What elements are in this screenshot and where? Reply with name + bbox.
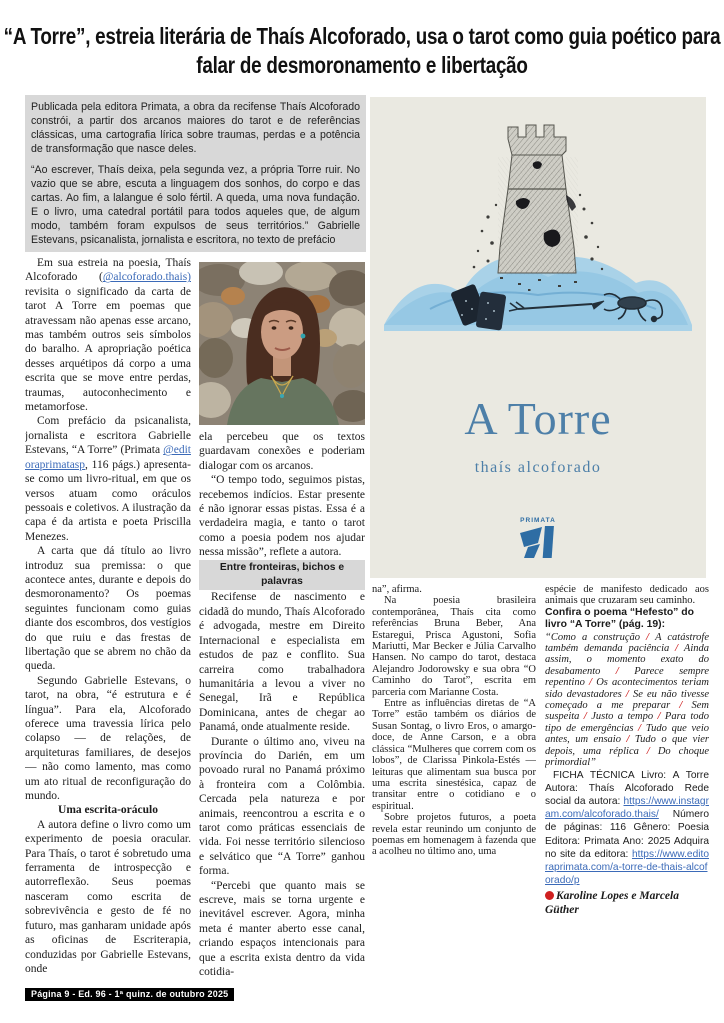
page-footer: Página 9 - Ed. 96 - 1ª quinz. de outubro 2025 (25, 988, 234, 1001)
author-photo-image (199, 262, 365, 425)
paragraph-afirma: na”, afirma. (372, 584, 422, 595)
intro-quote: “Ao escrever, Thaís deixa, pela segunda vez, a própria Torre ruir. No vazio que se abre, escuta a linguagem dos sonhos, do corpo e das cartas. Ao fim, a lalangue é solo fértil. A queda, uma nova fundação. E o livro, uma catedral portátil para todos aqueles que, de algum modo, também foram expulsos de seus territórios.” Gabrielle Estevans, psicanalista, jornalista e escritora, no texto de prefácio (25, 158, 366, 252)
publisher-logo-icon (518, 525, 558, 559)
poem-line-separator: / (653, 711, 665, 723)
poem-hefesto: “Como a construção / A catástrofe também demanda paciência / Ainda assim, o momento exato do desabamento / Parece sempre repentino / Os acontecimentos teriam sido devastadores / Se eu não tivesse começado a me preparar / Sem suspeita / Justo a tempo / Para todo tipo de emergências / Tudo que veio antes, um ensaio / Tudo o que vier depois, uma réplica / Do choque primordial” (545, 631, 709, 769)
book-cover (370, 97, 706, 578)
paragraph-prefacio: Com prefácio da psicanalista, jornalista e escritora Gabrielle Estevans, “A Torre” (Primata @editoraprimatasp, 116 págs.) apresenta-se como um livro-ritual, em que os versos atuam como oráculos pessoais e coletivos. A ilustração da capa é da artista e poeta Priscilla Menezes. (25, 415, 191, 543)
article-byline: Karoline Lopes e Marcela Güther (545, 890, 679, 917)
poem-line-separator: / (633, 722, 646, 734)
article-column-2 (199, 430, 365, 986)
poem-line-separator: / (579, 711, 592, 723)
inline-link[interactable]: @alcoforado.thais) (102, 271, 191, 284)
paragraph-projetos: Sobre projetos futuros, a poeta revela estar reunindo um conjunto de poemas em homenagem à fazenda que a acolheu no último ano, uma (372, 812, 536, 858)
subheading-entre-fronteiras: Entre fronteiras, bichos e palavras (199, 560, 365, 591)
publisher-logo (370, 517, 706, 564)
paragraph-experimento: A autora define o livro como um experimento de poesia oracular. Para Thaís, o tarot é sobretudo uma ferramenta de introspecção e autorreflexão. Seus poemas nasceram como escrita de sobrevivência e gesto de fé no futuro, mas ganharam unidade após as oficinas de Escriterapia, conduzidas por Gabrielle Estevans, onde (25, 818, 191, 975)
paragraph-manifesto: espécie de manifesto dedicado aos animais que cruzaram seu caminho. (545, 584, 709, 607)
subheading-escrita-oraculo: Uma escrita-oráculo (58, 804, 158, 817)
paragraph-estreia: Em sua estreia na poesia, Thaís Alcoforado (@alcoforado.thais) revisita o significado da carta de tarot A Torre em poemas que atravessam não apenas esse arcano, mas também outros seis símbolos do baralho. A apropriação poética desses arquétipos dá corpo a uma escrita que se move entre perdas, traumas, autoconhecimento e metamorfose. (25, 257, 191, 414)
book-cover-author: thaís alcoforado (474, 459, 602, 476)
ficha-tecnica: FICHA TÉCNICA Livro: A Torre Autora: Thaís Alcoforado Rede social da autora: https://www.instagram.com/alcoforado.thais/ Número de páginas: 116 Gênero: Poesia Editora: Primata Ano: 2025 Adquira no site da editora: https://www.editoraprimata.com/a-torre-de-thais-alcoforado/p (545, 769, 709, 887)
paragraph-percebi: “Percebi que quanto mais se escreve, mais se torna urgente e inevitável escrever. Agora, minha meta é manter aberto esse canal, criando espaços intencionais para que a escrita exista dentro da vida cotidia- (199, 879, 365, 979)
paragraph-pistas: “O tempo todo, seguimos pistas, recebemos indícios. Estar presente é não ignorar essas pistas. Essa é a verdadeira magia, e tanto o tarot como a poesia podem nos ajudar nessa missão”, reflete a autora. (199, 474, 365, 559)
publisher-logo-text: PRIMATA (520, 517, 556, 524)
paragraph-recifense: Recifense de nascimento e cidadã do mundo, Thaís Alcoforado é advogada, mestre em Direito Internacional e especialista em estudos de paz e conflito. Sua carreira como trabalhadora humanitária a levou a viver no Senegal, Irã e República Dominicana, antes de chegar ao Panamá, onde atualmente reside. (199, 591, 365, 734)
poem-lead-in: Confira o poema “Hefesto” do livro “A Torre” (pág. 19): (545, 606, 694, 631)
tower-illustration (370, 97, 706, 387)
byline-bullet-icon (545, 891, 554, 900)
paragraph-darien: Durante o último ano, viveu na província do Darién, em um povoado rural no Panamá próximo à fronteira com a Colômbia. Cercada pela natureza e por animais, reencontrou a escrita e o tarot como práticas essenciais de vida. Foi nesse território silencioso e selvático que “A Torre” ganhou forma. (199, 735, 365, 878)
inline-link[interactable]: https://www.instagram.com/alcoforado.thais/ (545, 795, 709, 821)
paragraph-referencias: Na poesia brasileira contemporânea, Thaís cita como referências Bruna Beber, Ana Estaregui, Prisca Agustoni, Sofia Mariutti, Mar Becker e Júlia Carvalho Hansen. No campo do tarot, destaca Alejandro Jodorowsky e sua obra “O Caminho do Tarot”, escrita em parceria com Marianne Costa. (372, 595, 536, 698)
book-cover-title: A Torre (464, 393, 612, 444)
article-column-3 (372, 584, 536, 986)
paragraph-premissa: A carta que dá título ao livro introduz sua premissa: o que acontece antes, durante e depois do desmoronamento? Os poemas seguintes funcionam como guias diante dos escombros, dos vestígios do que ruiu e das frestas de libertação que se abrem no chão da queda. (25, 545, 191, 673)
author-photo (199, 262, 365, 425)
paragraph-influencias: Entre as influências diretas de “A Torre” estão também os diários de Susan Sontag, o livro Eros, o amargo-doce, de Anne Carson, e a obra clássica “Mulheres que correm com os lobos”, de Clarissa Pinkola-Estés — leituras que alimentam sua busca por uma escrita sinestésica, capaz de transitar entre o cotidiano e o espiritual. (372, 698, 536, 812)
poem-line-separator: / (584, 677, 597, 689)
poem-line-separator: / (670, 700, 692, 712)
poem-line-separator: / (638, 745, 658, 757)
poem-line-separator: / (640, 631, 656, 643)
paragraph-estrutura: Segundo Gabrielle Estevans, o tarot, na obra, “é estrutura e é língua”. Para ela, Alcoforado oferece uma travessia lírica pelo colapso — de relações, de arquiteturas familiares, de desejos — não como lamento, mas como um ato ritual de reconfiguração do mundo. (25, 674, 191, 803)
poem-line-separator: / (600, 665, 635, 677)
article-headline: “A Torre”, estreia literária de Thaís Alcoforado, usa o tarot como guia poético para falar de desmoronamento e libertação (3, 23, 721, 78)
inline-link[interactable]: https://www.editoraprimata.com/a-torre-de-thais-alcoforado/p (545, 848, 709, 887)
inline-link[interactable]: @editoraprimatasp (25, 444, 191, 471)
article-column-1 (25, 256, 191, 986)
paragraph-conexoes: ela percebeu que os textos guardavam conexões e poderiam dialogar com os arcanos. (199, 431, 365, 472)
intro-paragraph: Publicada pela editora Primata, a obra da recifense Thaís Alcoforado constrói, a partir dos arcanos maiores do tarot e de referências clássicas, uma cartografia lírica sobre traumas, perdas e a potência de transformação que nasce deles. (25, 95, 366, 161)
poem-line-separator: / (621, 688, 633, 700)
article-column-4 (545, 584, 709, 986)
poem-line-separator: / (620, 734, 635, 746)
poem-line-separator: / (669, 643, 684, 655)
